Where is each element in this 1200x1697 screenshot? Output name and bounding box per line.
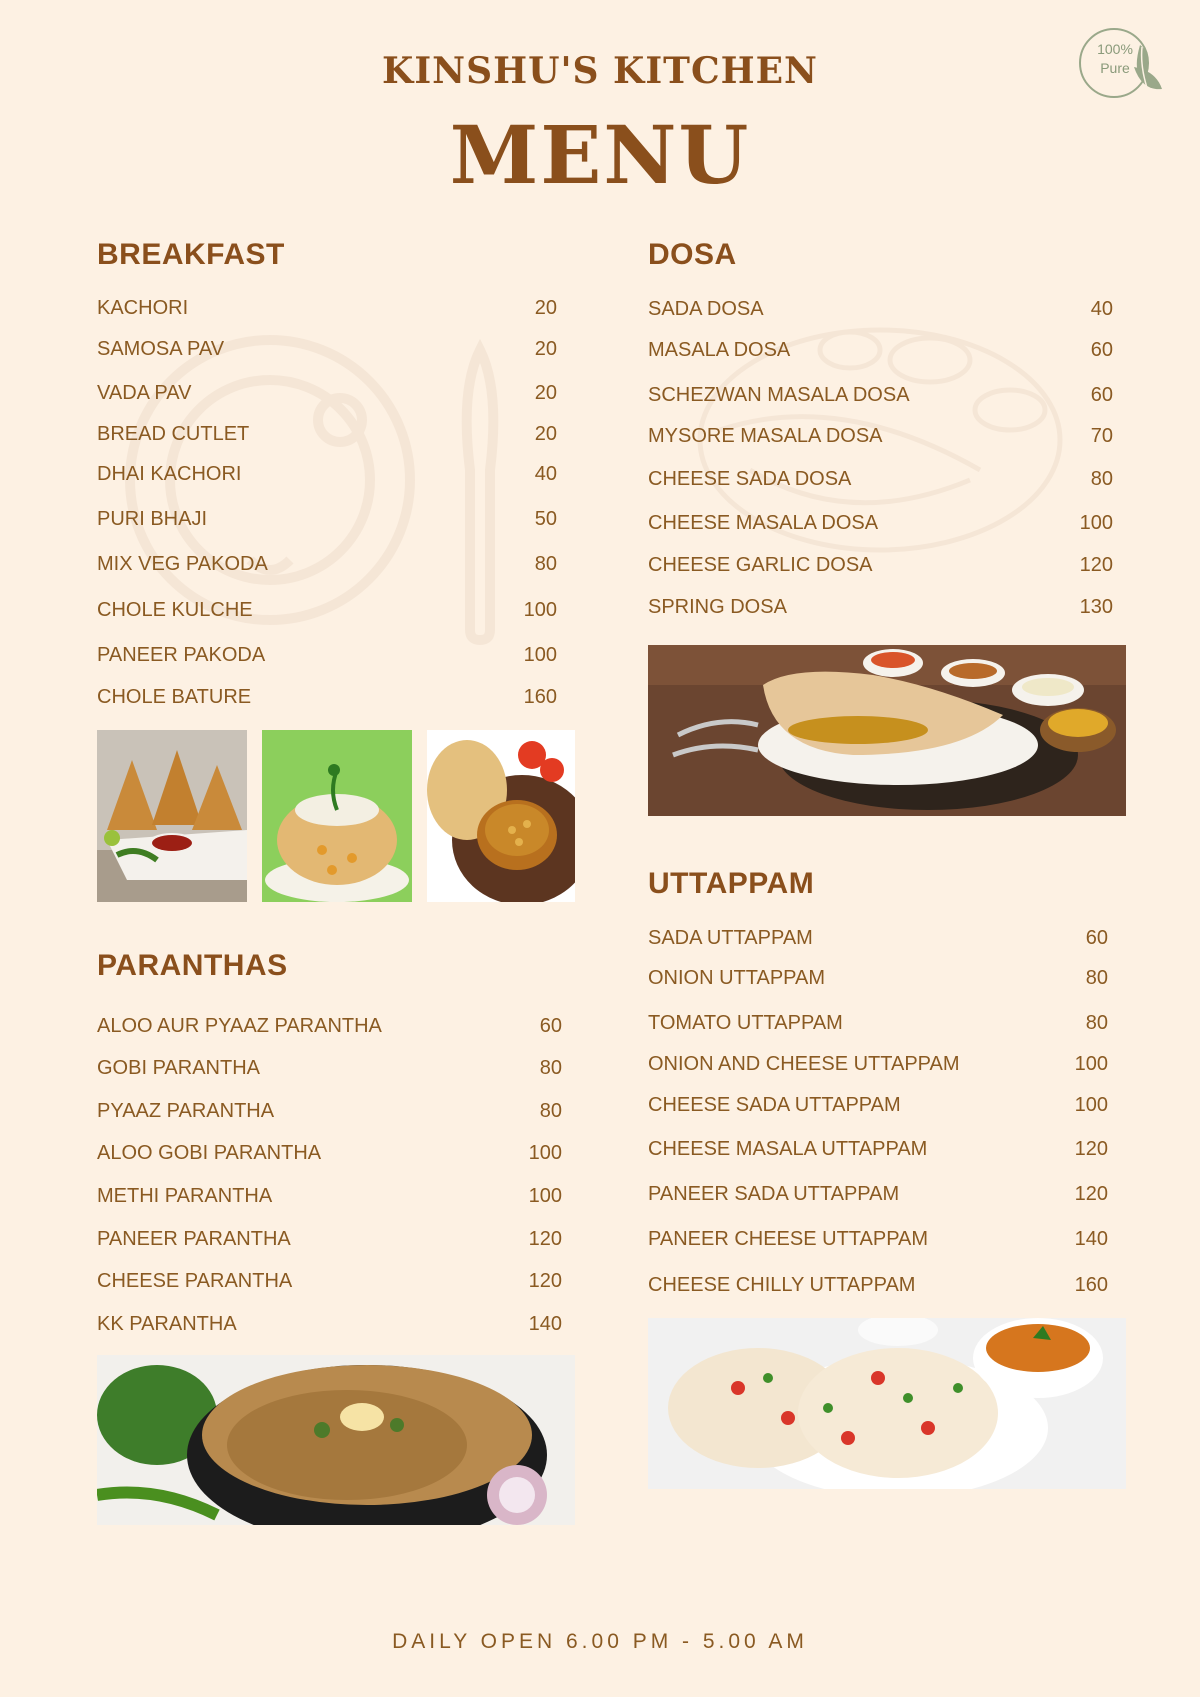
item-price: 40 <box>1090 298 1113 320</box>
menu-item <box>97 1182 562 1210</box>
item-price: 20 <box>534 382 557 404</box>
item-name: PANEER SADA UTTAPPAM <box>648 1183 900 1205</box>
section-title-dosa: DOSA <box>648 238 737 271</box>
item-name: SADA UTTAPPAM <box>648 927 813 949</box>
item-name: CHEESE MASALA UTTAPPAM <box>648 1138 928 1160</box>
menu-item <box>97 1097 562 1125</box>
item-price: 100 <box>1074 1053 1108 1075</box>
section-title-uttappam: UTTAPPAM <box>648 867 815 900</box>
item-name: CHEESE PARANTHA <box>97 1270 293 1292</box>
item-price: 20 <box>534 297 557 319</box>
menu-item <box>648 924 1108 952</box>
item-price: 140 <box>1074 1228 1108 1250</box>
item-name: SADA DOSA <box>648 298 764 320</box>
item-price: 70 <box>1090 425 1113 447</box>
item-price: 80 <box>534 553 557 575</box>
item-name: VADA PAV <box>97 382 192 404</box>
item-name: MASALA DOSA <box>648 339 791 361</box>
menu-item <box>648 964 1108 992</box>
menu-item <box>648 1271 1108 1299</box>
menu-item <box>97 550 557 578</box>
opening-hours: DAILY OPEN 6.00 PM - 5.00 AM <box>392 1630 808 1653</box>
item-name: PYAAZ PARANTHA <box>97 1100 275 1122</box>
item-name: TOMATO UTTAPPAM <box>648 1012 843 1034</box>
menu-item <box>97 1054 562 1082</box>
menu-item <box>648 295 1113 323</box>
item-price: 60 <box>1090 384 1113 406</box>
item-name: CHOLE KULCHE <box>97 599 253 621</box>
item-price: 160 <box>1074 1274 1108 1296</box>
item-name: KK PARANTHA <box>97 1313 237 1335</box>
item-price: 100 <box>523 644 557 666</box>
item-price: 100 <box>528 1142 562 1164</box>
dosa-photo <box>648 645 1126 816</box>
menu-item <box>648 465 1113 493</box>
menu-item <box>97 505 557 533</box>
section-title-paranthas: PARANTHAS <box>97 949 288 982</box>
menu-item <box>648 422 1113 450</box>
menu-item <box>648 509 1113 537</box>
item-name: CHEESE SADA UTTAPPAM <box>648 1094 901 1116</box>
uttappam-photo <box>648 1318 1126 1489</box>
item-price: 120 <box>528 1228 562 1250</box>
menu-item <box>97 1139 562 1167</box>
uttappam-list <box>648 924 1108 1304</box>
menu-item <box>97 1310 562 1338</box>
samosa-photo <box>97 730 247 902</box>
seal-text: 100% Pure <box>1097 41 1133 76</box>
menu-item <box>648 593 1113 621</box>
chole-bhature-photo <box>427 730 575 902</box>
item-name: CHEESE MASALA DOSA <box>648 512 879 534</box>
menu-item <box>648 1135 1108 1163</box>
item-name: SCHEZWAN MASALA DOSA <box>648 384 910 406</box>
item-name: CHEESE SADA DOSA <box>648 468 852 490</box>
item-name: ONION UTTAPPAM <box>648 967 826 989</box>
item-name: DHAI KACHORI <box>97 463 242 485</box>
menu-item <box>97 1267 562 1295</box>
menu-item <box>97 641 557 669</box>
menu-item <box>648 1225 1108 1253</box>
item-price: 60 <box>1090 339 1113 361</box>
item-price: 80 <box>1090 468 1113 490</box>
breakfast-list <box>97 294 557 714</box>
item-price: 160 <box>523 686 557 708</box>
item-price: 80 <box>1085 1012 1108 1034</box>
menu-item <box>97 683 557 711</box>
item-name: PANEER PAKODA <box>97 644 266 666</box>
item-price: 80 <box>539 1057 562 1079</box>
menu-item <box>648 1009 1108 1037</box>
menu-item <box>648 551 1113 579</box>
item-name: GOBI PARANTHA <box>97 1057 260 1079</box>
item-name: CHEESE CHILLY UTTAPPAM <box>648 1274 916 1296</box>
raj-kachori-photo <box>262 730 412 902</box>
item-price: 80 <box>1085 967 1108 989</box>
item-price: 120 <box>1074 1138 1108 1160</box>
parantha-photo <box>97 1355 575 1525</box>
menu-item <box>97 420 557 448</box>
item-price: 60 <box>539 1015 562 1037</box>
item-name: KACHORI <box>97 297 189 319</box>
menu-item <box>648 1180 1108 1208</box>
item-name: PANEER PARANTHA <box>97 1228 291 1250</box>
menu-item <box>648 1091 1108 1119</box>
item-price: 80 <box>539 1100 562 1122</box>
item-name: ONION AND CHEESE UTTAPPAM <box>648 1053 960 1075</box>
item-price: 120 <box>1074 1183 1108 1205</box>
item-price: 40 <box>534 463 557 485</box>
paranthas-list <box>97 1012 562 1342</box>
item-name: PANEER CHEESE UTTAPPAM <box>648 1228 929 1250</box>
item-price: 100 <box>523 599 557 621</box>
menu-item <box>648 1050 1108 1078</box>
item-name: BREAD CUTLET <box>97 423 250 445</box>
item-name: SPRING DOSA <box>648 596 787 618</box>
item-price: 120 <box>1079 554 1113 576</box>
menu-item <box>97 460 557 488</box>
item-name: ALOO GOBI PARANTHA <box>97 1142 322 1164</box>
item-price: 120 <box>528 1270 562 1292</box>
menu-item <box>648 381 1113 409</box>
item-price: 20 <box>534 338 557 360</box>
menu-item <box>97 1225 562 1253</box>
item-name: PURI BHAJI <box>97 508 208 530</box>
menu-item <box>97 294 557 322</box>
item-price: 100 <box>1079 512 1113 534</box>
item-name: MIX VEG PAKODA <box>97 553 268 575</box>
item-name: MYSORE MASALA DOSA <box>648 425 883 447</box>
item-price: 20 <box>534 423 557 445</box>
item-price: 130 <box>1079 596 1113 618</box>
menu-title: MENU <box>449 108 751 202</box>
item-name: CHOLE BATURE <box>97 686 252 708</box>
menu-item <box>97 1012 562 1040</box>
menu-item <box>648 336 1113 364</box>
item-name: ALOO AUR PYAAZ PARANTHA <box>97 1015 382 1037</box>
item-price: 140 <box>528 1313 562 1335</box>
section-title-breakfast: BREAKFAST <box>97 238 285 271</box>
item-price: 100 <box>1074 1094 1108 1116</box>
restaurant-name: KINSHU'S KITCHEN <box>382 50 818 92</box>
item-name: METHI PARANTHA <box>97 1185 273 1207</box>
item-price: 50 <box>534 508 557 530</box>
menu-item <box>97 379 557 407</box>
menu-item <box>97 596 557 624</box>
menu-item <box>97 335 557 363</box>
item-name: SAMOSA PAV <box>97 338 225 360</box>
item-price: 60 <box>1085 927 1108 949</box>
item-name: CHEESE GARLIC DOSA <box>648 554 873 576</box>
dosa-list <box>648 295 1113 625</box>
item-price: 100 <box>528 1185 562 1207</box>
